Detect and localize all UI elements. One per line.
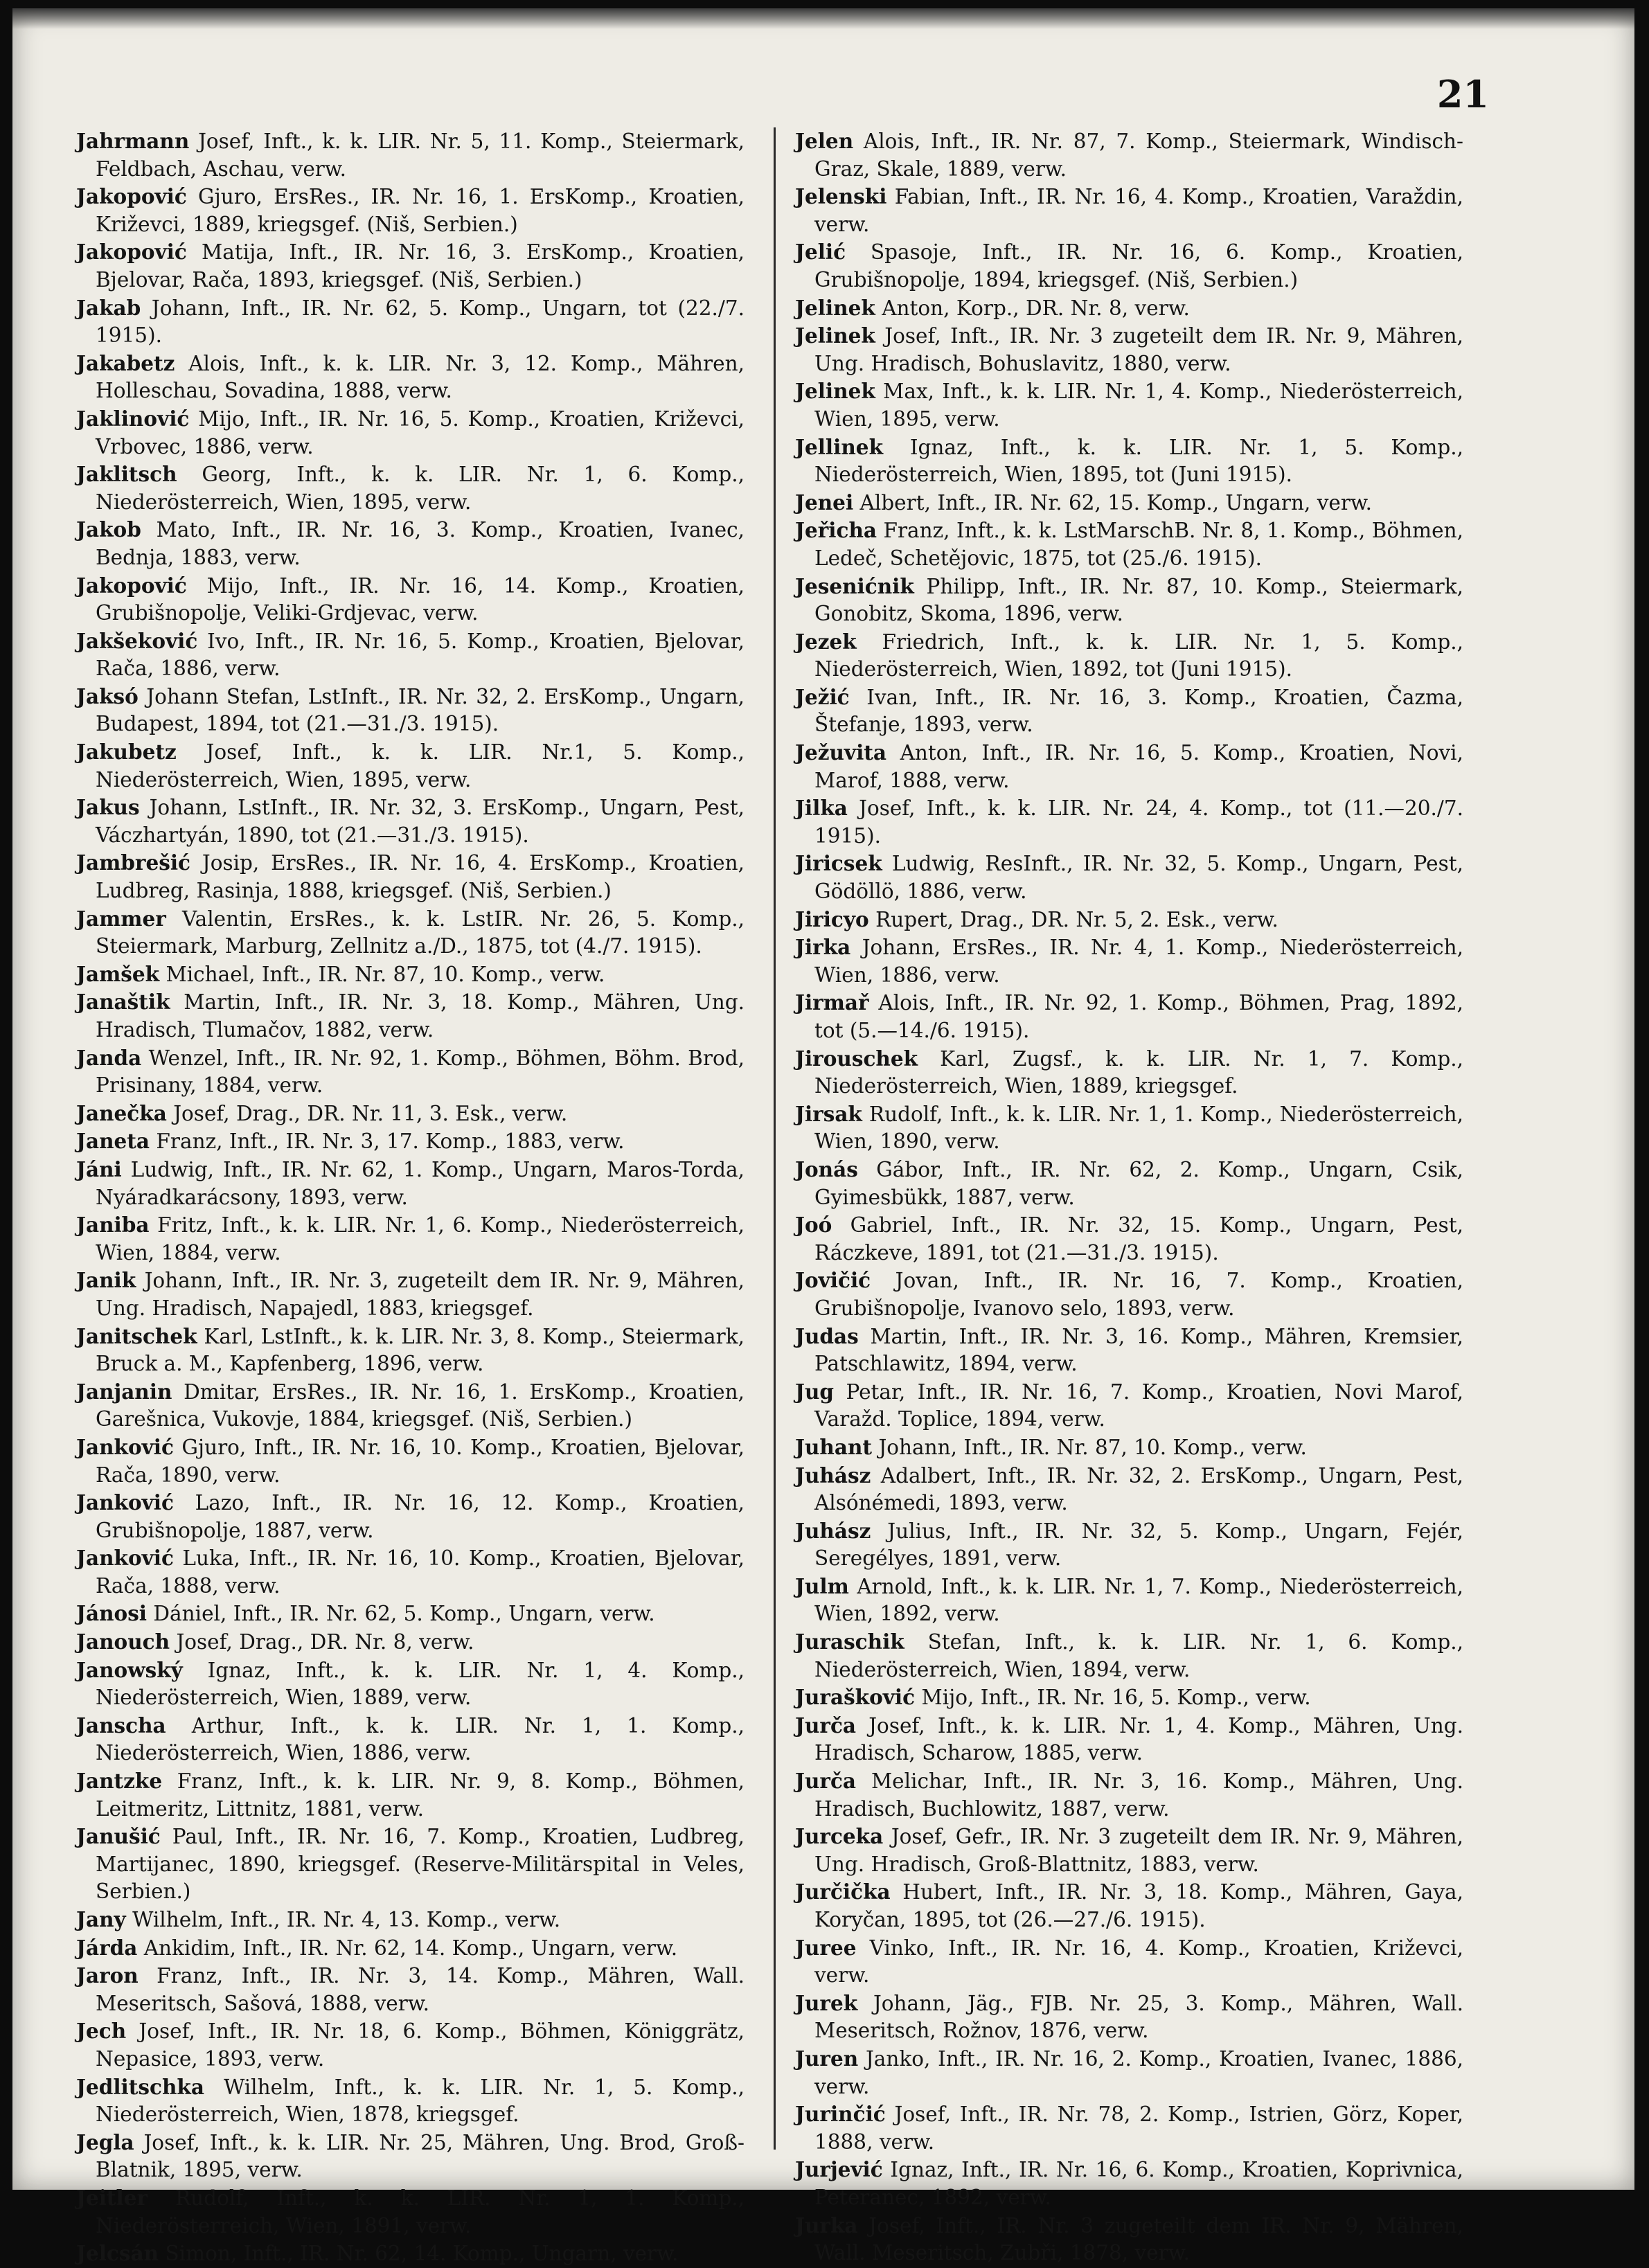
entry-details: Stefan, Inft., k. k. LIR. Nr. 1, 6. Komp., Niederösterreich, Wien, 1894, verw.	[814, 1630, 1463, 1681]
entry-surname: Jurek	[795, 1990, 858, 2015]
entry-details: Paul, Inft., IR. Nr. 16, 7. Komp., Kroatien, Ludbreg, Martijanec, 1890, kriegsgef. (Reserve-Militärspital in Veles, Serbien.)	[96, 1825, 745, 1904]
casualty-entry	[76, 1211, 745, 1267]
entry-details: Hubert, Inft., IR. Nr. 3, 18. Komp., Mähren, Gaya, Koryčan, 1895, tot (26.—27./6. 1915).	[814, 1880, 1463, 1931]
entry-details: Josef, Inft., IR. Nr. 18, 6. Komp., Böhmen, Königgrätz, Nepasice, 1893, verw.	[96, 2019, 745, 2071]
entry-details: Anton, Inft., IR. Nr. 16, 5. Komp., Kroatien, Novi, Marof, 1888, verw.	[814, 741, 1463, 792]
casualty-entry	[795, 2045, 1463, 2100]
entry-details: Jovan, Inft., IR. Nr. 16, 7. Komp., Kroatien, Grubišnopolje, Ivanovo selo, 1893, verw.	[814, 1269, 1463, 1320]
entry-surname: Jirouschek	[795, 1046, 918, 1071]
entry-details: Ludwig, Inft., IR. Nr. 62, 1. Komp., Ungarn, Maros-Torda, Nyáradkarácsony, 1893, verw.	[96, 1157, 745, 1209]
entry-surname: Juhász	[795, 1463, 871, 1488]
entry-surname: Janowský	[76, 1657, 183, 1682]
entry-details: Mijo, Inft., IR. Nr. 16, 5. Komp., verw.	[921, 1686, 1311, 1710]
entry-details: Rudolf, Inft., k. k. LIR. Nr. 1, 1. Komp., Niederösterreich, Wien, 1891, verw.	[96, 2186, 745, 2238]
entry-details: Arnold, Inft., k. k. LIR. Nr. 1, 7. Komp., Niederösterreich, Wien, 1892, verw.	[814, 1574, 1463, 1626]
entry-surname: Jaksó	[76, 684, 139, 708]
entry-details: Mijo, Inft., IR. Nr. 16, 14. Komp., Kroatien, Grubišnopolje, Veliki-Grdjevac, verw.	[96, 573, 745, 625]
entry-details: Franz, Inft., IR. Nr. 3, 17. Komp., 1883, verw.	[156, 1129, 625, 1154]
entry-surname: Jakopović	[76, 184, 187, 209]
casualty-entry	[76, 1100, 745, 1128]
casualty-entry	[76, 238, 745, 294]
entry-surname: Jurča	[795, 1769, 857, 1794]
entry-surname: Juhász	[795, 1518, 871, 1543]
entry-details: Spasoje, Inft., IR. Nr. 16, 6. Komp., Kroatien, Grubišnopolje, 1894, kriegsgef. (Niš, Serbien.)	[814, 240, 1463, 292]
entry-details: Josef, Inft., k. k. LIR. Nr. 1, 4. Komp., Mähren, Ung. Hradisch, Scharow, 1885, verw.	[814, 1713, 1463, 1765]
entry-details: Ignaz, Inft., IR. Nr. 16, 6. Komp., Kroatien, Koprivnica, Peteranec, 1892, verw.	[814, 2158, 1463, 2209]
casualty-entry	[795, 739, 1463, 794]
entry-details: Josef, Inft., IR. Nr. 3 zugeteilt dem IR. Nr. 9, Mähren, Ung. Hradisch, Bohuslavitz, 1880, verw.	[814, 324, 1463, 375]
casualty-entry	[795, 434, 1463, 489]
entry-details: Wilhelm, Inft., k. k. LIR. Nr. 1, 5. Komp., Niederösterreich, Wien, 1878, kriegsgef.	[96, 2075, 745, 2127]
casualty-entry	[76, 2129, 745, 2184]
entry-surname: Janik	[76, 1268, 136, 1293]
entry-surname: Jelenski	[795, 184, 887, 209]
entry-surname: Jurašković	[795, 1685, 916, 1710]
entry-details: Valentin, ErsRes., k. k. LstIR. Nr. 26, 5. Komp., Steiermark, Marburg, Zellnitz a./D., 1875, tot (4./7. 1915).	[96, 907, 745, 958]
entry-details: Georg, Inft., k. k. LIR. Nr. 1, 6. Komp., Niederösterreich, Wien, 1895, verw.	[96, 463, 745, 514]
entry-surname: Jakopović	[76, 240, 187, 265]
entry-details: Josef, Gefr., IR. Nr. 3 zugeteilt dem IR. Nr. 9, Mähren, Ung. Hradisch, Groß-Blattnitz, 1883, verw.	[814, 1825, 1463, 1876]
casualty-entry	[795, 1517, 1463, 1573]
entry-surname: Jeřicha	[795, 518, 877, 543]
entry-surname: Janitschek	[76, 1323, 197, 1348]
entry-surname: Jurča	[795, 1713, 857, 1738]
entry-surname: Jeitler	[76, 2185, 148, 2210]
entry-details: Franz, Inft., k. k. LIR. Nr. 9, 8. Komp., Böhmen, Leitmeritz, Littnitz, 1881, verw.	[96, 1769, 745, 1821]
entry-details: Franz, Inft., IR. Nr. 3, 14. Komp., Mähren, Wall. Meseritsch, Sašová, 1888, verw.	[96, 1964, 745, 2015]
entry-details: Johann, LstInft., IR. Nr. 32, 3. ErsKomp., Ungarn, Pest, Váczhartyán, 1890, tot (21.—31./3. 1915).	[96, 796, 745, 847]
entry-details: Rupert, Drag., DR. Nr. 5, 2. Esk., verw.	[875, 907, 1278, 931]
entry-details: Dmitar, ErsRes., IR. Nr. 16, 1. ErsKomp., Kroatien, Garešnica, Vukovje, 1884, kriegsgef. (Niš, Serbien.)	[96, 1379, 745, 1431]
entry-surname: Janaštik	[76, 990, 170, 1015]
casualty-entry	[795, 1573, 1463, 1628]
entry-details: Albert, Inft., IR. Nr. 62, 15. Komp., Ungarn, verw.	[859, 490, 1373, 515]
entry-surname: Juren	[795, 2046, 859, 2071]
entry-details: Gjuro, Inft., IR. Nr. 16, 10. Komp., Kroatien, Bjelovar, Rača, 1890, verw.	[96, 1435, 745, 1487]
entry-surname: Janscha	[76, 1713, 166, 1738]
entry-details: Ankidim, Inft., IR. Nr. 62, 14. Komp., Ungarn, verw.	[143, 1936, 678, 1960]
casualty-entry	[76, 1156, 745, 1211]
entry-surname: Jug	[795, 1379, 835, 1404]
casualty-entry	[795, 1684, 1463, 1712]
entry-details: Josef, Drag., DR. Nr. 11, 3. Esk., verw.	[173, 1101, 568, 1125]
entry-surname: Jakob	[76, 517, 141, 542]
entry-details: Vinko, Inft., IR. Nr. 16, 4. Komp., Kroatien, Križevci, verw.	[814, 1936, 1463, 1988]
casualty-entry	[795, 1628, 1463, 1684]
casualty-entry	[795, 127, 1463, 183]
casualty-entry	[795, 989, 1463, 1044]
casualty-entry	[76, 1127, 745, 1156]
casualty-entry	[795, 2212, 1463, 2267]
casualty-entry	[76, 905, 745, 961]
entry-surname: Joó	[795, 1213, 832, 1238]
entry-details: Fabian, Inft., IR. Nr. 16, 4. Komp., Kroatien, Varaždin, verw.	[814, 185, 1463, 236]
entry-surname: Juhant	[795, 1434, 873, 1459]
casualty-entry	[76, 1628, 745, 1657]
casualty-entry	[76, 183, 745, 238]
entry-surname: Jammer	[76, 906, 166, 931]
casualty-entry	[76, 1934, 745, 1963]
entry-details: Julius, Inft., IR. Nr. 32, 5. Komp., Ungarn, Fejér, Seregélyes, 1891, verw.	[814, 1519, 1463, 1571]
entry-surname: Jakabetz	[76, 350, 175, 375]
entry-details: Mato, Inft., IR. Nr. 16, 3. Komp., Kroatien, Ivanec, Bednja, 1883, verw.	[96, 518, 745, 569]
entry-surname: Ježić	[795, 684, 850, 709]
entry-surname: Janda	[76, 1045, 142, 1070]
entry-details: Johann, Inft., IR. Nr. 87, 10. Komp., verw.	[878, 1435, 1307, 1459]
entry-surname: Jesenićnik	[795, 573, 914, 598]
entry-surname: Jirmař	[795, 990, 869, 1015]
entry-details: Philipp, Inft., IR. Nr. 87, 10. Komp., Steiermark, Gonobitz, Skoma, 1896, verw.	[814, 574, 1463, 626]
entry-details: Wenzel, Inft., IR. Nr. 92, 1. Komp., Böhmen, Böhm. Brod, Prisinany, 1884, verw.	[96, 1046, 745, 1098]
entry-details: Josef, Inft., IR. Nr. 78, 2. Komp., Istrien, Görz, Koper, 1888, verw.	[814, 2102, 1463, 2154]
casualty-entry	[76, 2017, 745, 2073]
entry-surname: Jaklinović	[76, 406, 190, 431]
casualty-entry	[76, 461, 745, 516]
casualty-entry	[76, 1267, 745, 1322]
left-column	[76, 127, 745, 2268]
casualty-entry	[795, 1934, 1463, 1990]
casualty-entry	[76, 1767, 745, 1823]
entry-surname: Julm	[795, 1573, 849, 1598]
entry-details: Rudolf, Inft., k. k. LIR. Nr. 1, 1. Komp., Niederösterreich, Wien, 1890, verw.	[814, 1102, 1463, 1154]
entry-surname: Jelinek	[795, 379, 875, 404]
casualty-entry	[76, 516, 745, 571]
entry-surname: Janušić	[76, 1824, 161, 1849]
entry-details: Josef, Inft., k. k. LIR. Nr. 5, 11. Komp., Steiermark, Feldbach, Aschau, verw.	[96, 130, 745, 181]
casualty-entry	[795, 628, 1463, 684]
entry-surname: Jelcsán	[76, 2241, 159, 2266]
entry-surname: Jaron	[76, 1963, 139, 1988]
casualty-entry	[76, 1489, 745, 1544]
entry-details: Karl, LstInft., k. k. LIR. Nr. 3, 8. Komp., Steiermark, Bruck a. M., Kapfenberg, 1896, verw.	[96, 1324, 745, 1376]
entry-surname: Jirsak	[795, 1101, 862, 1126]
entry-details: Johann, Jäg., FJB. Nr. 25, 3. Komp., Mähren, Wall. Meseritsch, Rožnov, 1876, verw.	[814, 1991, 1463, 2043]
entry-surname: Jany	[76, 1907, 126, 1931]
casualty-entry	[795, 2100, 1463, 2156]
entry-details: Lazo, Inft., IR. Nr. 16, 12. Komp., Kroatien, Grubišnopolje, 1887, verw.	[96, 1491, 745, 1542]
entry-details: Johann, Inft., IR. Nr. 62, 5. Komp., Ungarn, tot (22./7. 1915).	[96, 296, 745, 348]
casualty-entry	[795, 1462, 1463, 1517]
casualty-entry	[76, 849, 745, 904]
entry-surname: Járda	[76, 1935, 138, 1960]
entry-surname: Jakubetz	[76, 740, 177, 765]
entry-surname: Jech	[76, 2019, 127, 2044]
casualty-entry	[795, 1878, 1463, 1934]
entry-surname: Jiricsek	[795, 851, 882, 876]
entry-surname: Jurceka	[795, 1824, 884, 1849]
casualty-entry	[76, 1823, 745, 1906]
entry-surname: Jakopović	[76, 573, 187, 598]
casualty-entry	[795, 850, 1463, 905]
casualty-entry	[795, 1767, 1463, 1823]
casualty-entry	[795, 906, 1463, 934]
casualty-entry	[795, 294, 1463, 323]
entry-details: Ignaz, Inft., k. k. LIR. Nr. 1, 4. Komp., Niederösterreich, Wien, 1889, verw.	[96, 1658, 745, 1710]
entry-surname: Jurčička	[795, 1879, 891, 1904]
entry-details: Friedrich, Inft., k. k. LIR. Nr. 1, 5. Komp., Niederösterreich, Wien, 1892, tot (Juni 1915).	[814, 629, 1463, 681]
entry-surname: Janečka	[76, 1100, 167, 1125]
entry-details: Ivan, Inft., IR. Nr. 16, 3. Komp., Kroatien, Čazma, Štefanje, 1893, verw.	[814, 685, 1463, 737]
casualty-entry	[795, 238, 1463, 294]
column-divider	[774, 127, 776, 2150]
entry-details: Petar, Inft., IR. Nr. 16, 7. Komp., Kroatien, Novi Marof, Varažd. Toplice, 1894, verw.	[814, 1379, 1463, 1431]
entry-surname: Jiricyo	[795, 907, 869, 931]
entry-details: Johann, ErsRes., IR. Nr. 4, 1. Komp., Niederösterreich, Wien, 1886, verw.	[814, 936, 1463, 987]
entry-details: Melichar, Inft., IR. Nr. 3, 16. Komp., Mähren, Ung. Hradisch, Buchlowitz, 1887, verw.	[814, 1769, 1463, 1821]
casualty-entry	[76, 127, 745, 183]
entry-surname: Jakus	[76, 795, 140, 820]
entry-surname: Jegla	[76, 2129, 134, 2154]
casualty-entry	[795, 183, 1463, 238]
entry-details: Wilhelm, Inft., IR. Nr. 4, 13. Komp., verw.	[132, 1908, 561, 1931]
entry-details: Luka, Inft., IR. Nr. 16, 10. Komp., Kroatien, Bjelovar, Rača, 1888, verw.	[96, 1546, 745, 1598]
entry-details: Adalbert, Inft., IR. Nr. 32, 2. ErsKomp., Ungarn, Pest, Alsónémedi, 1893, verw.	[814, 1463, 1463, 1515]
casualty-entry	[795, 517, 1463, 572]
casualty-entry	[76, 961, 745, 989]
entry-surname: Janiba	[76, 1213, 150, 1238]
casualty-entry	[795, 322, 1463, 377]
entry-surname: Janković	[76, 1434, 174, 1459]
entry-surname: Judas	[795, 1323, 859, 1348]
entry-surname: Janouch	[76, 1629, 170, 1654]
casualty-entry	[795, 1434, 1463, 1462]
entry-details: Simon, Inft., IR. Nr. 62, 14. Komp., Ungarn, verw.	[165, 2242, 679, 2266]
casualty-entry	[76, 794, 745, 849]
entry-details: Franz, Inft., k. k. LstMarschB. Nr. 8, 1. Komp., Böhmen, Ledeč, Schetějovic, 1875, tot (25./6. 1915).	[814, 519, 1463, 570]
entry-surname: Jáni	[76, 1157, 122, 1181]
entry-details: Johann Stefan, LstInft., IR. Nr. 32, 2. ErsKomp., Ungarn, Budapest, 1894, tot (21.—31./3. 1915).	[96, 684, 745, 736]
entry-surname: Jenei	[795, 490, 854, 515]
entry-details: Max, Inft., k. k. LIR. Nr. 1, 4. Komp., Niederösterreich, Wien, 1895, verw.	[814, 380, 1463, 431]
entry-details: Matija, Inft., IR. Nr. 16, 3. ErsKomp., Kroatien, Bjelovar, Rača, 1893, kriegsgef. (Niš, Serbien.)	[96, 240, 745, 292]
right-column	[795, 127, 1463, 2267]
entry-details: Gábor, Inft., IR. Nr. 62, 2. Komp., Ungarn, Csik, Gyimesbükk, 1887, verw.	[814, 1157, 1463, 1209]
entry-surname: Jonás	[795, 1157, 858, 1181]
entry-details: Josef, Inft., k. k. LIR. Nr. 24, 4. Komp., tot (11.—20./7. 1915).	[814, 796, 1463, 848]
entry-details: Fritz, Inft., k. k. LIR. Nr. 1, 6. Komp., Niederösterreich, Wien, 1884, verw.	[96, 1213, 745, 1265]
casualty-entry	[76, 2184, 745, 2240]
casualty-entry	[795, 1323, 1463, 1378]
entry-surname: Jezek	[795, 629, 857, 654]
entry-surname: Jambrešić	[76, 850, 191, 875]
entry-surname: Jurinčić	[795, 2102, 886, 2127]
entry-details: Gjuro, ErsRes., IR. Nr. 16, 1. ErsKomp., Kroatien, Križevci, 1889, kriegsgef. (Niš, Serbien.)	[96, 185, 745, 236]
casualty-entry	[795, 1156, 1463, 1211]
casualty-entry	[795, 1267, 1463, 1322]
entry-surname: Jakšeković	[76, 628, 198, 653]
casualty-entry	[76, 683, 745, 738]
casualty-entry	[76, 1378, 745, 1434]
entry-surname: Jelić	[795, 240, 846, 265]
entry-details: Ludwig, ResInft., IR. Nr. 32, 5. Komp., Ungarn, Pest, Gödöllö, 1886, verw.	[814, 852, 1463, 904]
entry-details: Ivo, Inft., IR. Nr. 16, 5. Komp., Kroatien, Bjelovar, Rača, 1886, verw.	[96, 629, 745, 681]
casualty-entry	[76, 1044, 745, 1100]
entry-details: Alois, Inft., k. k. LIR. Nr. 3, 12. Komp., Mähren, Holleschau, Sovadina, 1888, verw.	[96, 351, 745, 403]
entry-surname: Jelinek	[795, 323, 875, 348]
entry-details: Alois, Inft., IR. Nr. 87, 7. Komp., Steiermark, Windisch-Graz, Skale, 1889, verw.	[814, 130, 1464, 181]
casualty-entry	[795, 1990, 1463, 2045]
entry-surname: Jamšek	[76, 961, 160, 986]
entry-surname: Jilka	[795, 796, 848, 821]
entry-details: Josef, Inft., IR. Nr. 3 zugeteilt dem IR. Nr. 9, Mähren, Wall. Meseritsch, Zubři, 1878, verw.	[814, 2213, 1463, 2265]
casualty-entry	[795, 1823, 1463, 1878]
casualty-entry	[76, 294, 745, 350]
entry-details: Karl, Zugsf., k. k. LIR. Nr. 1, 7. Komp., Niederösterreich, Wien, 1889, kriegsgef.	[814, 1046, 1463, 1098]
casualty-entry	[76, 1600, 745, 1628]
scan-edge-shadow	[12, 8, 1634, 29]
casualty-entry	[76, 1962, 745, 2017]
casualty-entry	[795, 1045, 1463, 1100]
entry-surname: Janković	[76, 1490, 174, 1515]
casualty-entry	[76, 350, 745, 405]
entry-details: Mijo, Inft., IR. Nr. 16, 5. Komp., Kroatien, Križevci, Vrbovec, 1886, verw.	[96, 407, 745, 458]
entry-details: Michael, Inft., IR. Nr. 87, 10. Komp., verw.	[166, 962, 605, 986]
casualty-entry	[76, 1712, 745, 1767]
entry-surname: Jellinek	[795, 434, 884, 459]
page-number: 21	[1436, 72, 1489, 116]
entry-surname: Juraschik	[795, 1629, 904, 1654]
entry-details: Martin, Inft., IR. Nr. 3, 18. Komp., Mähren, Ung. Hradisch, Tlumačov, 1882, verw.	[96, 990, 745, 1042]
casualty-entry	[76, 405, 745, 461]
entry-surname: Jánosi	[76, 1601, 148, 1626]
casualty-entry	[76, 2240, 745, 2268]
casualty-entry	[795, 1100, 1463, 1156]
casualty-entry	[76, 1544, 745, 1600]
casualty-entry	[76, 1434, 745, 1489]
entry-details: Gabriel, Inft., IR. Nr. 32, 15. Komp., Ungarn, Pest, Ráczkeve, 1891, tot (21.—31./3. 1915).	[814, 1213, 1463, 1265]
casualty-entry	[795, 377, 1463, 433]
entry-details: Anton, Korp., DR. Nr. 8, verw.	[882, 296, 1190, 320]
casualty-entry	[76, 1657, 745, 1712]
casualty-entry	[795, 1211, 1463, 1267]
entry-details: Ignaz, Inft., k. k. LIR. Nr. 1, 5. Komp., Niederösterreich, Wien, 1895, tot (Juni 1915).	[814, 435, 1463, 487]
entry-details: Johann, Inft., IR. Nr. 3, zugeteilt dem IR. Nr. 9, Mähren, Ung. Hradisch, Napajedl, 1883, kriegsgef.	[96, 1269, 745, 1320]
casualty-entry	[795, 1378, 1463, 1434]
casualty-entry	[76, 2073, 745, 2129]
entry-details: Josip, ErsRes., IR. Nr. 16, 4. ErsKomp., Kroatien, Ludbreg, Rasinja, 1888, kriegsgef. (Niš, Serbien.)	[96, 851, 745, 903]
entry-surname: Juree	[795, 1935, 857, 1960]
casualty-entry	[795, 573, 1463, 628]
casualty-entry	[795, 1712, 1463, 1767]
entry-surname: Jaklitsch	[76, 462, 177, 487]
entry-details: Arthur, Inft., k. k. LIR. Nr. 1, 1. Komp., Niederösterreich, Wien, 1886, verw.	[96, 1713, 745, 1765]
entry-surname: Jedlitschka	[76, 2074, 204, 2099]
entry-surname: Jurjević	[795, 2157, 883, 2182]
casualty-entry	[795, 489, 1463, 517]
entry-surname: Janeta	[76, 1129, 150, 1154]
entry-details: Dániel, Inft., IR. Nr. 62, 5. Komp., Ungarn, verw.	[153, 1602, 655, 1626]
entry-details: Josef, Drag., DR. Nr. 8, verw.	[176, 1630, 474, 1654]
casualty-entry	[76, 988, 745, 1044]
entry-details: Josef, Inft., k. k. LIR. Nr. 25, Mähren, Ung. Brod, Groß-Blatnik, 1895, verw.	[96, 2130, 745, 2182]
entry-surname: Jirka	[795, 935, 851, 960]
casualty-entry	[76, 1906, 745, 1934]
casualty-entry	[795, 934, 1463, 989]
entry-surname: Janjanin	[76, 1379, 172, 1404]
entry-surname: Jelinek	[795, 295, 875, 320]
casualty-entry	[76, 627, 745, 683]
casualty-entry	[76, 738, 745, 794]
entry-details: Martin, Inft., IR. Nr. 3, 16. Komp., Mähren, Kremsier, Patschlawitz, 1894, verw.	[814, 1324, 1463, 1376]
entry-surname: Jantzke	[76, 1769, 163, 1794]
casualty-entry	[76, 572, 745, 627]
entry-details: Alois, Inft., IR. Nr. 92, 1. Komp., Böhmen, Prag, 1892, tot (5.—14./6. 1915).	[814, 991, 1463, 1042]
entry-surname: Jurka	[795, 2213, 858, 2238]
entry-surname: Jahrmann	[76, 129, 190, 153]
entry-surname: Janković	[76, 1546, 174, 1571]
casualty-entry	[795, 794, 1463, 850]
entry-surname: Jakab	[76, 295, 141, 320]
casualty-entry	[795, 684, 1463, 739]
casualty-entry	[795, 2156, 1463, 2211]
entry-surname: Ježuvita	[795, 740, 887, 765]
entry-surname: Jovičić	[795, 1268, 871, 1293]
entry-surname: Jelen	[795, 129, 854, 153]
entry-details: Janko, Inft., IR. Nr. 16, 2. Komp., Kroatien, Ivanec, 1886, verw.	[814, 2046, 1463, 2098]
paper-sheet	[12, 8, 1634, 2266]
casualty-entry	[76, 1323, 745, 1378]
entry-details: Josef, Inft., k. k. LIR. Nr.1, 5. Komp., Niederösterreich, Wien, 1895, verw.	[96, 740, 745, 792]
